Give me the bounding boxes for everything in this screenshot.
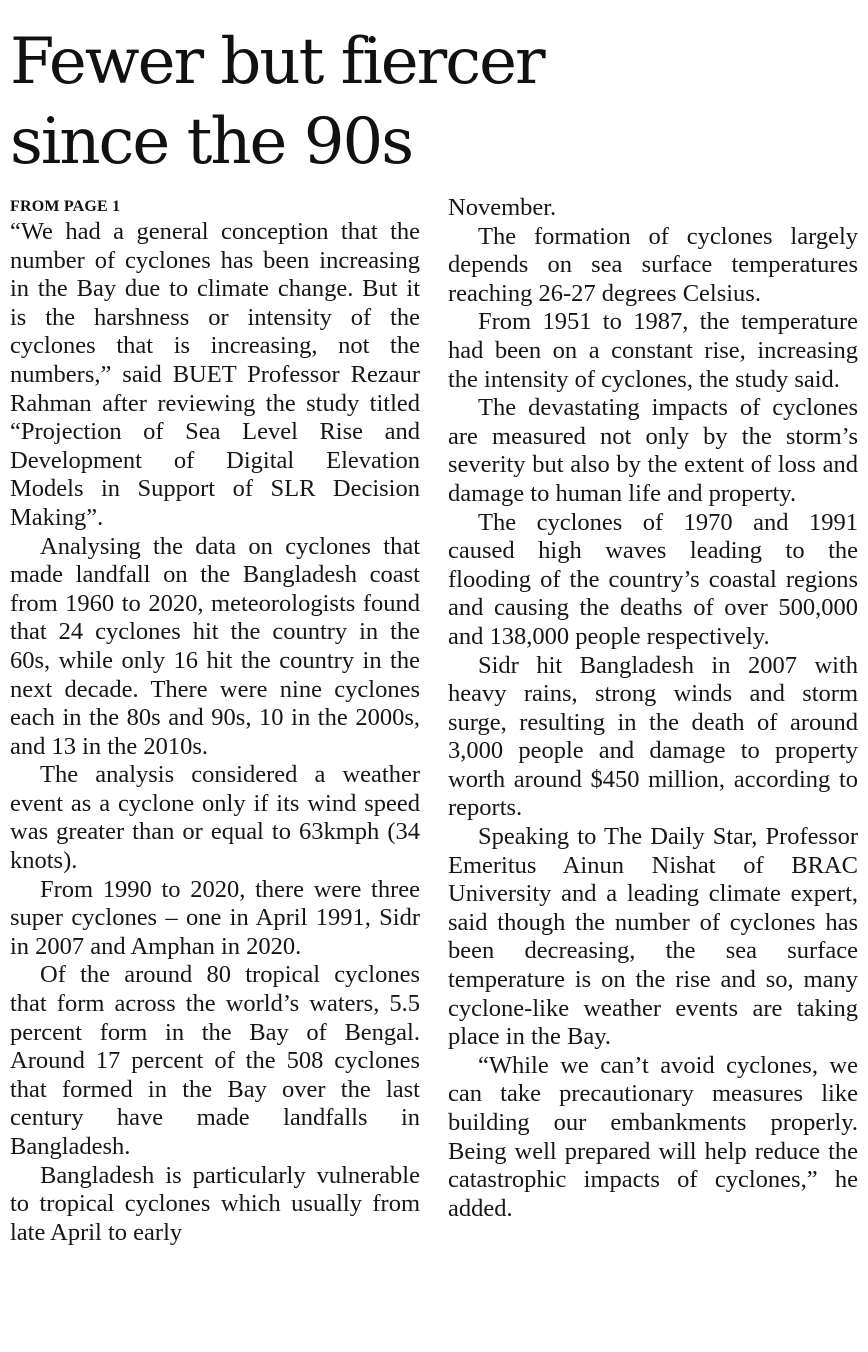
- paragraph: Speaking to The Daily Star, Professor Emeritus Ainun Nishat of BRAC University and a leading climate expert, said though the number of cyclones has been decreasing, the sea surface temperature is on the rise and so, many cyclone-like weather events are taking place in the Bay.: [448, 823, 858, 1051]
- paragraph: From 1951 to 1987, the temperature had been on a constant rise, increasing the intensity of cyclones, the study said.: [448, 308, 858, 393]
- paragraph: The analysis considered a weather event as a cyclone only if its wind speed was greater than or equal to 63kmph (34 knots).: [10, 761, 420, 875]
- paragraph: Sidr hit Bangladesh in 2007 with heavy rains, strong winds and storm surge, resulting in the death of around 3,000 people and damage to property worth around $450 million, according to reports.: [448, 651, 858, 822]
- headline-line-2: since the 90s: [10, 105, 413, 179]
- left-column: [10, 196, 420, 1247]
- paragraph: Of the around 80 tropical cyclones that form across the world’s waters, 5.5 percent form in the Bay of Bengal. Around 17 percent of the 508 cyclones that formed in the Bay over the last century have made landfalls in Bangladesh.: [10, 961, 420, 1160]
- kicker-from-page: FROM PAGE 1: [10, 198, 121, 215]
- paragraph: The cyclones of 1970 and 1991 caused high waves leading to the flooding of the country’s coastal regions and causing the deaths of over 500,000 and 138,000 people respectively.: [448, 508, 858, 650]
- paragraph: “While we can’t avoid cyclones, we can take precautionary measures like building our embankments properly. Being well prepared will help reduce the catastrophic impacts of cyclones,” he added.: [448, 1051, 858, 1222]
- right-column: [448, 194, 858, 1223]
- paragraph: “We had a general conception that the number of cyclones has been increasing in the Bay due to climate change. But it is the harshness or intensity of the cyclones that is increasing, not the numbers,” said BUET Professor Rezaur Rahman after reviewing the study titled “Projection of Sea Level Rise and Development of Digital Elevation Models in Support of SLR Decision Making”.: [10, 218, 420, 531]
- paragraph: Bangladesh is particularly vulnerable to tropical cyclones which usually from late April to early: [10, 1161, 420, 1246]
- paragraph: November.: [448, 194, 557, 221]
- article-headline: [10, 22, 850, 182]
- paragraph: The devastating impacts of cyclones are measured not only by the storm’s severity but also by the extent of loss and damage to human life and property.: [448, 394, 858, 507]
- headline-line-1: Fewer but fiercer: [10, 25, 544, 99]
- paragraph: Analysing the data on cyclones that made landfall on the Bangladesh coast from 1960 to 2020, meteorologists found that 24 cyclones hit the country in the 60s, while only 16 hit the country in the next decade. There were nine cyclones each in the 80s and 90s, 10 in the 2000s, and 13 in the 2010s.: [10, 532, 420, 760]
- paragraph: The formation of cyclones largely depends on sea surface temperatures reaching 26-27 degrees Celsius.: [448, 222, 858, 307]
- paragraph: From 1990 to 2020, there were three super cyclones – one in April 1991, Sidr in 2007 and Amphan in 2020.: [10, 875, 420, 960]
